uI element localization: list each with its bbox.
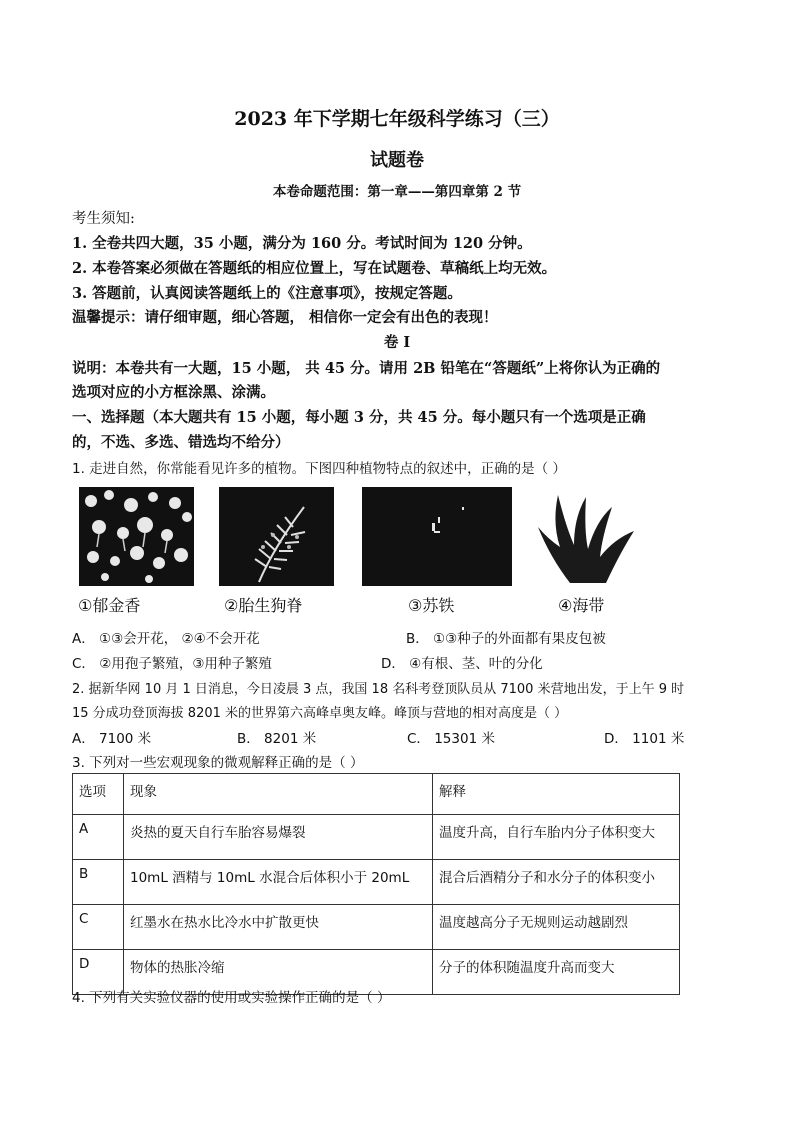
cycad-illustration <box>362 487 512 586</box>
table-cell: B <box>73 860 124 905</box>
scope-line: 本卷命题范围：第一章——第四章第 2 节 <box>272 184 522 200</box>
table-cell: 温度越高分子无规则运动越剧烈 <box>433 905 680 950</box>
tulip-image <box>79 487 194 586</box>
section-heading-1: 一、选择题（本大题共有 15 小题，每小题 3 分，共 45 分。每小题只有一个选项是正确 <box>72 409 646 426</box>
part-explain-2: 选项对应的小方框涂黑、涂满。 <box>72 384 275 401</box>
exam-title: 2023 年下学期七年级科学练习（三） <box>234 108 560 130</box>
table-header-cell: 解释 <box>433 774 680 815</box>
q3-table <box>72 773 680 995</box>
kelp-illustration <box>530 487 642 586</box>
caption-tulip: ①郁金香 <box>78 596 141 615</box>
notice-item-2: 2. 本卷答案必须做在答题纸的相应位置上，写在试题卷、草稿纸上均无效。 <box>72 260 557 277</box>
table-row <box>73 860 680 905</box>
q3-stem: 3. 下列对一些宏观现象的微观解释正确的是（ ） <box>72 755 364 771</box>
table-cell: 温度升高，自行车胎内分子体积变大 <box>433 815 680 860</box>
fern-illustration <box>219 487 334 586</box>
caption-fern: ②胎生狗脊 <box>224 596 303 615</box>
table-cell: 10mL 酒精与 10mL 水混合后体积小于 20mL <box>124 860 433 905</box>
table-cell: 混合后酒精分子和水分子的体积变小 <box>433 860 680 905</box>
q4-stem: 4. 下列有关实验仪器的使用或实验操作正确的是（ ） <box>72 990 391 1006</box>
notice-item-1: 1. 全卷共四大题，35 小题，满分为 160 分。考试时间为 120 分钟。 <box>72 235 532 252</box>
q2-stem-2: 15 分成功登顶海拔 8201 米的世界第六高峰卓奥友峰。峰顶与营地的相对高度是（ ） <box>72 706 568 721</box>
table-cell: D <box>73 950 124 995</box>
part-explain-1: 说明：本卷共有一大题，15 小题， 共 45 分。请用 2B 铅笔在“答题纸”上将你认为正确的 <box>72 360 661 377</box>
table-row <box>73 905 680 950</box>
fern-image <box>219 487 334 586</box>
q2-option-d: D． 1101 米 <box>604 731 685 747</box>
caption-cycad: ③苏铁 <box>408 596 455 615</box>
q2-option-a: A． 7100 米 <box>72 731 152 747</box>
part-label: 卷 I <box>383 334 411 351</box>
section-heading-2: 的，不选、多选、错选均不给分） <box>72 434 290 451</box>
table-cell: 分子的体积随温度升高而变大 <box>433 950 680 995</box>
table-cell: 炎热的夏天自行车胎容易爆裂 <box>124 815 433 860</box>
q1-option-c: C． ②用孢子繁殖，③用种子繁殖 <box>72 656 272 672</box>
kelp-image <box>530 487 642 586</box>
notice-item-3: 3. 答题前，认真阅读答题纸上的《注意事项》，按规定答题。 <box>72 285 462 302</box>
tulip-illustration <box>79 487 194 586</box>
cycad-image <box>362 487 512 586</box>
q1-stem: 1. 走进自然，你常能看见许多的植物。下图四种植物特点的叙述中，正确的是（ ） <box>72 461 566 477</box>
exam-subtitle: 试题卷 <box>370 150 424 171</box>
table-header-cell: 现象 <box>124 774 433 815</box>
table-row <box>73 815 680 860</box>
q2-option-b: B． 8201 米 <box>237 731 317 747</box>
q2-stem-1: 2. 据新华网 10 月 1 日消息，今日凌晨 3 点，我国 18 名科考登顶队员从 7100 米营地出发，于上午 9 时 <box>72 682 685 697</box>
q1-option-a: A． ①③会开花， ②④不会开花 <box>72 631 260 647</box>
table-cell: 物体的热胀冷缩 <box>124 950 433 995</box>
table-header-cell: 选项 <box>73 774 124 815</box>
table-header-row <box>73 774 680 815</box>
caption-kelp: ④海带 <box>558 596 605 615</box>
table-cell: C <box>73 905 124 950</box>
q2-option-c: C． 15301 米 <box>407 731 495 747</box>
table-cell: A <box>73 815 124 860</box>
notice-heading: 考生须知: <box>72 211 135 227</box>
q1-option-b: B． ①③种子的外面都有果皮包被 <box>406 631 606 647</box>
table-cell: 红墨水在热水比冷水中扩散更快 <box>124 905 433 950</box>
warm-tip: 温馨提示：请仔细审题，细心答题， 相信你一定会有出色的表现！ <box>72 309 498 326</box>
q1-option-d: D． ④有根、茎、叶的分化 <box>381 656 543 672</box>
